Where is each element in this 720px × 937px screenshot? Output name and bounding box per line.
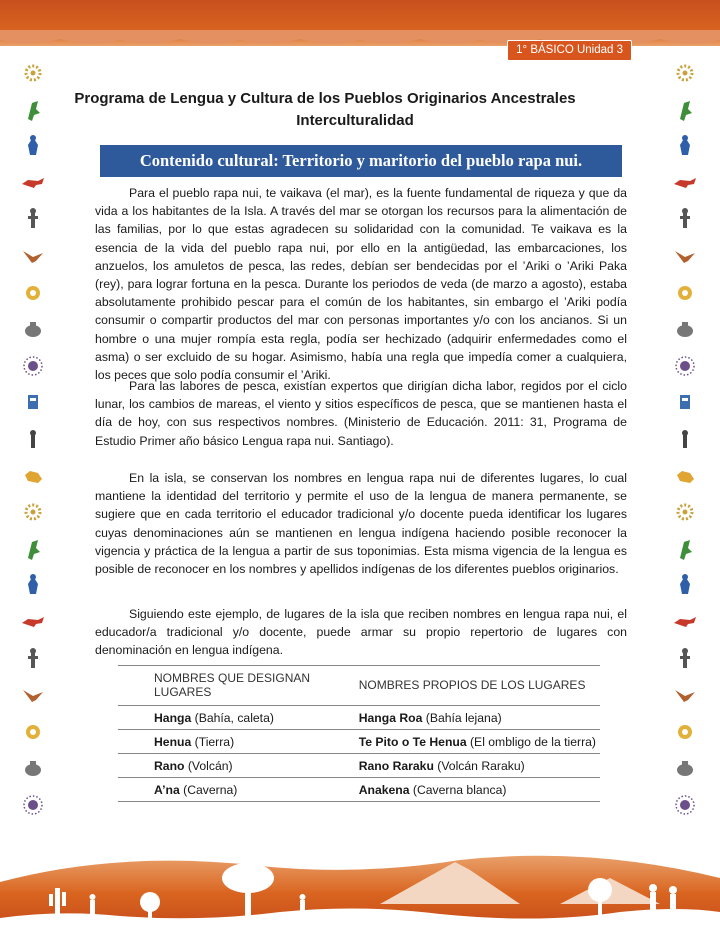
masked-figure-motif-icon xyxy=(20,389,46,415)
paragraph-3: En la isla, se conservan los nombres en lengua rapa nui de diferentes lugares, lo cual mantiene la identidad del territorio y permite el uso de la lengua de manera permanente, se sugiere que en cada territorio el educador tradicional y/o docente pueda identificar los lugares cuyas denominaciones aún se mantienen en lengua indígena haciendo posible reconocer la vigencia y práctica de la lengua a partir de sus toponimias. Esta misma vigencia de la lengua es posible de reconocer en los nombres y apellidos indígenas de los diferentes pueblos originarios. xyxy=(95,471,627,577)
place-term: Hanga Roa xyxy=(358,710,423,725)
program-title: Programa de Lengua y Cultura de los Pueblos Originarios Ancestrales xyxy=(74,90,576,107)
blue-figure-motif-icon xyxy=(672,133,698,159)
place-gloss: (Volcán) xyxy=(187,758,233,773)
cultural-content-banner: Contenido cultural: Territorio y maritorio del pueblo rapa nui. xyxy=(100,145,622,177)
table-cell xyxy=(118,778,349,802)
jar-motif-icon xyxy=(672,316,698,342)
place-gloss: (Caverna) xyxy=(183,782,238,797)
table-row xyxy=(118,778,600,802)
standing-figure-motif-icon xyxy=(20,206,46,232)
paragraph-1: Para el pueblo rapa nui, te vaikava (el mar), es la fuente fundamental de riqueza y que da vida a los habitantes de la Isla. A través del mar se otorgan los recursos para la alimentación de las familias, por lo que estas agradecen su solidaridad con la comunidad. Te vaikava es la esencia de la vida del pueblo rapa nui, por ello en la antigüedad, las embarcaciones, los anzuelos, los amuletos de pesca, las redes, debían ser bendecidas por el ’Ariki o ’Ariki Paka (rey), para lograr fortuna en la pesca. Durante los periodos de veda (de marzo a agosto), estaba absolutamente prohibido pescar para el común de los habitantes, sin embargo el ’Ariki podía consumir o compartir productos del mar con personas importantes y/o con los ancianos. Si un hombre o una mujer rompía esta regla, podía ser hechizado (adquirir enfermedades como el asma) o ser excluido de su hogar. Asimismo, había una regla que impedía comer a cualquiera, los peces que solo podía consumir el ’Ariki. xyxy=(95,186,627,383)
bird-motif-icon xyxy=(20,682,46,708)
place-term: Anakena xyxy=(358,782,410,797)
column-header-proper-names: NOMBRES PROPIOS DE LOS LUGARES xyxy=(349,666,600,706)
table-cell xyxy=(118,754,349,778)
small-person-motif-icon xyxy=(20,426,46,452)
left-motif-column xyxy=(20,60,46,828)
red-animal-motif-icon xyxy=(672,609,698,635)
table-header-row xyxy=(118,666,600,706)
yellow-animal-motif-icon xyxy=(672,463,698,489)
dotted-circle-motif-icon xyxy=(20,60,46,86)
standing-figure-motif-icon xyxy=(672,646,698,672)
place-gloss: (Bahía, caleta) xyxy=(194,710,274,725)
table-cell xyxy=(349,730,600,754)
sunburst-motif-icon xyxy=(672,792,698,818)
table-row xyxy=(118,754,600,778)
red-animal-motif-icon xyxy=(672,170,698,196)
sun-ring-motif-icon xyxy=(20,719,46,745)
jar-motif-icon xyxy=(20,316,46,342)
program-subtitle: Interculturalidad xyxy=(296,112,414,129)
red-animal-motif-icon xyxy=(20,609,46,635)
place-gloss: (El ombligo de la tierra) xyxy=(470,734,596,749)
standing-figure-motif-icon xyxy=(20,646,46,672)
green-figure-motif-icon xyxy=(20,536,46,562)
sun-ring-motif-icon xyxy=(672,280,698,306)
green-figure-motif-icon xyxy=(672,536,698,562)
place-term: Hanga xyxy=(154,710,192,725)
bird-motif-icon xyxy=(672,243,698,269)
sun-ring-motif-icon xyxy=(672,719,698,745)
landscape-silhouette-icon xyxy=(0,842,720,932)
small-person-motif-icon xyxy=(672,426,698,452)
bird-motif-icon xyxy=(672,682,698,708)
sunburst-motif-icon xyxy=(672,353,698,379)
blue-figure-motif-icon xyxy=(672,572,698,598)
place-term: Te Pito o Te Henua xyxy=(358,734,467,749)
table-row xyxy=(118,730,600,754)
place-gloss: (Caverna blanca) xyxy=(412,782,507,797)
column-header-designating-names: NOMBRES QUE DESIGNAN LUGARES xyxy=(118,666,349,706)
sunburst-motif-icon xyxy=(20,353,46,379)
right-motif-column xyxy=(672,60,698,828)
place-gloss: (Bahía lejana) xyxy=(425,710,502,725)
standing-figure-motif-icon xyxy=(672,206,698,232)
place-gloss: (Volcán Raraku) xyxy=(437,758,525,773)
place-gloss: (Tierra) xyxy=(194,734,235,749)
dotted-circle-motif-icon xyxy=(20,499,46,525)
masked-figure-motif-icon xyxy=(672,389,698,415)
place-term: A’na xyxy=(154,782,180,797)
place-term: Henua xyxy=(154,734,192,749)
bird-motif-icon xyxy=(20,243,46,269)
bottom-landscape-illustration xyxy=(0,842,720,932)
paragraph-2: Para las labores de pesca, existían expertos que dirigían dicha labor, regidos por el ciclo lunar, los cambios de mareas, el viento y sitios específicos de pesca, que se mantienen hasta el día de hoy, con sus respectivos nombres. (Ministerio de Educación. 2011: 31, Programa de Estudio Primer año básico Lengua rapa nui. Santiago). xyxy=(95,379,627,448)
jar-motif-icon xyxy=(672,755,698,781)
table-cell xyxy=(349,778,600,802)
place-names-table xyxy=(118,665,600,802)
table-cell xyxy=(118,730,349,754)
place-term: Rano Raraku xyxy=(358,758,434,773)
table-cell xyxy=(349,754,600,778)
dotted-circle-motif-icon xyxy=(672,60,698,86)
paragraph-4: Siguiendo este ejemplo, de lugares de la isla que reciben nombres en lengua rapa nui, el educador/a tradicional y/o docente, puede armar su propio repertorio de lugares con denominación en lengua indígena. xyxy=(95,607,627,658)
sun-ring-motif-icon xyxy=(20,280,46,306)
grade-unit-badge: 1° BÁSICO Unidad 3 xyxy=(507,40,632,61)
jar-motif-icon xyxy=(20,755,46,781)
red-animal-motif-icon xyxy=(20,170,46,196)
sunburst-motif-icon xyxy=(20,792,46,818)
blue-figure-motif-icon xyxy=(20,572,46,598)
yellow-animal-motif-icon xyxy=(20,463,46,489)
dotted-circle-motif-icon xyxy=(672,499,698,525)
table-cell xyxy=(118,706,349,730)
table-cell xyxy=(349,706,600,730)
place-term: Rano xyxy=(154,758,185,773)
table-row xyxy=(118,706,600,730)
blue-figure-motif-icon xyxy=(20,133,46,159)
